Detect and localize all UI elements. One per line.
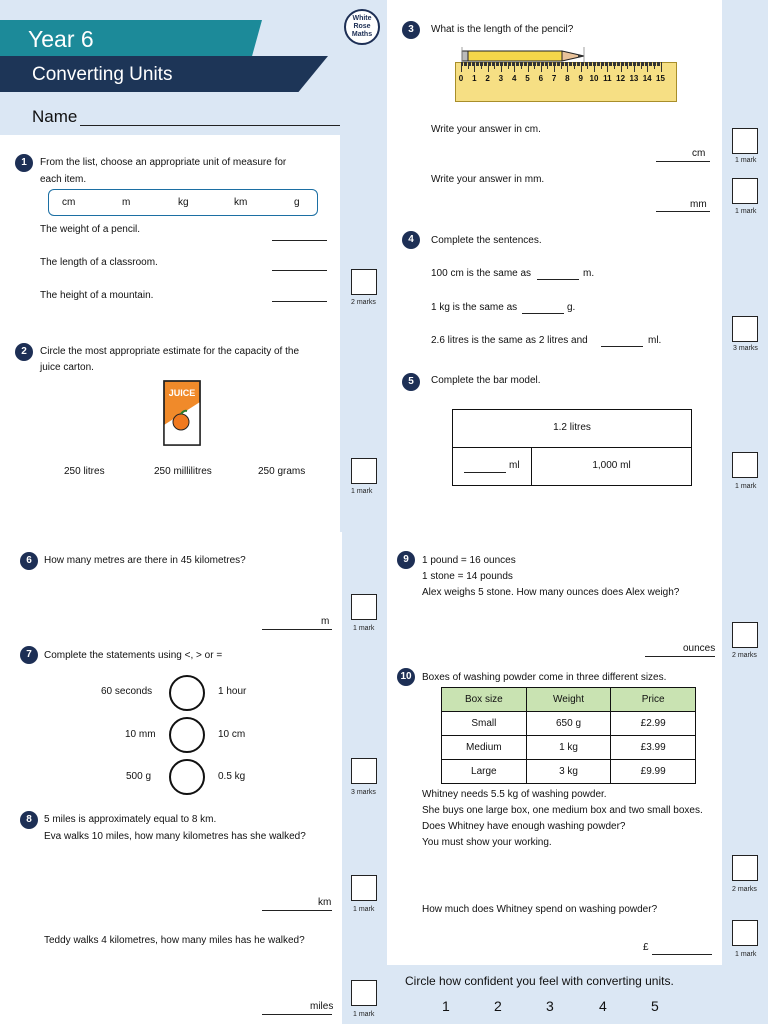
q3a-text: Write your answer in cm.	[431, 124, 541, 135]
q4-text: Complete the sentences.	[431, 235, 542, 246]
confidence-2[interactable]: 2	[494, 998, 502, 1014]
q10-marks-2: 1 mark	[735, 951, 757, 958]
q8-unit-2: miles	[310, 1001, 334, 1012]
q1-mark-box[interactable]	[351, 269, 377, 295]
ruler-number: 15	[656, 74, 665, 83]
table-cell: £2.99	[611, 712, 696, 736]
confidence-1[interactable]: 1	[442, 998, 450, 1014]
q9-mark-box[interactable]	[732, 622, 758, 648]
q8-text-1: 5 miles is approximately equal to 8 km.	[44, 814, 217, 825]
q3b-unit: mm	[690, 199, 707, 210]
confidence-4[interactable]: 4	[599, 998, 607, 1014]
q4-sentence-3: 2.6 litres is the same as 2 litres and	[431, 335, 588, 346]
q5-answer-line[interactable]	[464, 472, 506, 473]
q10-mark-box-2[interactable]	[732, 920, 758, 946]
ruler-number: 7	[551, 74, 557, 83]
name-line[interactable]	[80, 125, 340, 126]
q3a-mark-box[interactable]	[732, 128, 758, 154]
q1-item-2: The length of a classroom.	[40, 257, 158, 268]
q9-line-1: 1 pound = 16 ounces	[422, 555, 516, 566]
q3b-marks: 1 mark	[735, 208, 757, 215]
ruler-number: 11	[603, 74, 612, 83]
white-rose-logo	[344, 9, 380, 45]
table-cell: £3.99	[611, 736, 696, 760]
ruler-number: 2	[485, 74, 490, 83]
q4-sentence-1: 100 cm is the same as	[431, 268, 532, 279]
q5-text: Complete the bar model.	[431, 375, 541, 386]
ruler-number: 13	[629, 74, 639, 83]
q9-marks: 2 marks	[732, 652, 757, 659]
table-cell: Large	[442, 760, 527, 784]
q6-number: 6	[20, 552, 38, 570]
bar-model-left	[452, 447, 532, 486]
q10-paragraph-2: She buys one large box, one medium box and two small boxes.	[422, 805, 703, 816]
q9-number: 9	[397, 551, 415, 569]
ruler-number: 3	[498, 74, 504, 83]
q10-header-size: Box size	[442, 688, 527, 712]
q2-mark-box[interactable]	[351, 458, 377, 484]
q4-answer-line-3[interactable]	[601, 346, 643, 347]
q1-number: 1	[15, 154, 33, 172]
q2-option-3[interactable]: 250 grams	[258, 466, 306, 477]
q2-marks: 1 mark	[351, 488, 373, 495]
q10-header-weight: Weight	[526, 688, 611, 712]
q7-circle-3[interactable]	[169, 759, 205, 795]
q6-mark-box[interactable]	[351, 594, 377, 620]
q1-answer-line-2[interactable]	[272, 270, 327, 271]
q1-text-1: From the list, choose an appropriate unit of measure for	[40, 157, 287, 168]
q3a-unit: cm	[692, 148, 706, 159]
q8-text-3: Teddy walks 4 kilometres, how many miles has he walked?	[44, 935, 305, 946]
table-cell: Medium	[442, 736, 527, 760]
q10-number: 10	[397, 668, 415, 686]
name-label: Name	[32, 107, 78, 126]
q10-currency: £	[643, 942, 649, 953]
q8-marks-2: 1 mark	[353, 1011, 375, 1018]
ruler-number: 9	[578, 74, 583, 83]
ruler-number: 14	[642, 74, 652, 83]
q4-mark-box[interactable]	[732, 316, 758, 342]
confidence-5[interactable]: 5	[651, 998, 659, 1014]
q2-text-2: juice carton.	[40, 362, 94, 373]
q7-mark-box[interactable]	[351, 758, 377, 784]
q1-unit-kg: kg	[178, 197, 189, 208]
ruler-number: 1	[472, 74, 477, 83]
q10-question-2: How much does Whitney spend on washing powder?	[422, 904, 658, 915]
q7-left-1: 60 seconds	[101, 686, 153, 697]
q4-sentence-2-end: g.	[567, 302, 576, 313]
q10-paragraph-1: Whitney needs 5.5 kg of washing powder.	[422, 789, 607, 800]
q7-right-2: 10 cm	[218, 729, 246, 740]
q10-table-header	[442, 688, 696, 712]
q4-sentence-3-end: ml.	[648, 335, 662, 346]
logo-text: White Rose Maths	[351, 15, 373, 38]
q10-price-table	[441, 687, 696, 784]
ruler-number: 6	[538, 74, 544, 83]
table-cell: £9.99	[611, 760, 696, 784]
q5-marks: 1 mark	[735, 483, 757, 490]
q10-paragraph-4: You must show your working.	[422, 837, 552, 848]
q4-number: 4	[402, 231, 420, 249]
table-row	[442, 760, 696, 784]
q1-answer-line-1[interactable]	[272, 240, 327, 241]
q8-text-2: Eva walks 10 miles, how many kilometres has she walked?	[44, 831, 306, 842]
q4-sentence-2: 1 kg is the same as	[431, 302, 518, 313]
q1-item-1: The weight of a pencil.	[40, 224, 141, 235]
q7-left-3: 500 g	[126, 771, 152, 782]
q6-text: How many metres are there in 45 kilometres?	[44, 555, 246, 566]
q7-circle-1[interactable]	[169, 675, 205, 711]
q4-marks: 3 marks	[733, 345, 758, 352]
q3-text: What is the length of the pencil?	[431, 24, 574, 35]
ruler-number: 10	[589, 74, 599, 83]
q1-unit-cm: cm	[62, 197, 76, 208]
q3b-mark-box[interactable]	[732, 178, 758, 204]
table-cell: 650 g	[526, 712, 611, 736]
q7-right-3: 0.5 kg	[218, 771, 246, 782]
q3-number: 3	[402, 21, 420, 39]
q10-answer-line[interactable]	[652, 954, 712, 955]
table-row	[442, 712, 696, 736]
q1-item-3: The height of a mountain.	[40, 290, 154, 301]
q7-text: Complete the statements using <, > or =	[44, 650, 223, 661]
q2-option-1[interactable]: 250 litres	[64, 466, 105, 477]
q10-text: Boxes of washing powder come in three different sizes.	[422, 672, 667, 683]
q8-number: 8	[20, 811, 38, 829]
q5-mark-box[interactable]	[732, 452, 758, 478]
q10-header-price: Price	[611, 688, 696, 712]
q1-unit-m: m	[122, 197, 131, 208]
bar-model-left-unit: ml	[509, 460, 520, 471]
q1-unit-km: km	[234, 197, 248, 208]
q1-answer-line-3[interactable]	[272, 301, 327, 302]
q1-marks: 2 marks	[351, 299, 376, 306]
q6-unit: m	[321, 616, 330, 627]
q2-option-2[interactable]: 250 millilitres	[154, 466, 212, 477]
q9-line-3: Alex weighs 5 stone. How many ounces does Alex weigh?	[422, 587, 680, 598]
q9-unit: ounces	[683, 643, 716, 654]
q7-marks: 3 marks	[351, 789, 376, 796]
table-cell: 1 kg	[526, 736, 611, 760]
q7-number: 7	[20, 646, 38, 664]
q10-marks-1: 2 marks	[732, 886, 757, 893]
q5-number: 5	[402, 373, 420, 391]
ruler-number: 8	[565, 74, 570, 83]
ruler-number: 0	[458, 74, 464, 83]
q6-marks: 1 mark	[353, 625, 375, 632]
q4-answer-line-1[interactable]	[537, 279, 579, 280]
q2-number: 2	[15, 343, 33, 361]
table-cell: Small	[442, 712, 527, 736]
ruler-tick	[661, 62, 662, 72]
confidence-3[interactable]: 3	[546, 998, 554, 1014]
q10-paragraph-3: Does Whitney have enough washing powder?	[422, 821, 626, 832]
q8-mark-box-2[interactable]	[351, 980, 377, 1006]
q2-text-1: Circle the most appropriate estimate for the capacity of the	[40, 346, 300, 357]
q1-text-2: each item.	[40, 174, 87, 185]
q10-mark-box-1[interactable]	[732, 855, 758, 881]
juice-carton-label: JUICE	[168, 388, 196, 398]
q3b-text: Write your answer in mm.	[431, 174, 545, 185]
bar-model-right-value: 1,000 ml	[592, 460, 631, 471]
table-row	[442, 736, 696, 760]
year-label: Year 6	[28, 26, 94, 52]
q8-mark-box-1[interactable]	[351, 875, 377, 901]
q1-unit-g: g	[294, 197, 300, 208]
ruler-number: 5	[525, 74, 530, 83]
q4-answer-line-2[interactable]	[522, 313, 564, 314]
q7-circle-2[interactable]	[169, 717, 205, 753]
ruler-number: 4	[511, 74, 517, 83]
q7-right-1: 1 hour	[218, 686, 247, 697]
confidence-text: Circle how confident you feel with converting units.	[405, 974, 674, 988]
page-title: Converting Units	[32, 64, 173, 85]
ruler-number: 12	[616, 74, 626, 83]
q7-left-2: 10 mm	[125, 729, 156, 740]
q8-unit-1: km	[318, 897, 332, 908]
ruler-ticks	[455, 62, 677, 102]
q9-line-2: 1 stone = 14 pounds	[422, 571, 513, 582]
table-cell: 3 kg	[526, 760, 611, 784]
bar-model-total: 1.2 litres	[553, 422, 591, 433]
q8-marks-1: 1 mark	[353, 906, 375, 913]
q3a-marks: 1 mark	[735, 157, 757, 164]
q4-sentence-1-end: m.	[583, 268, 595, 279]
